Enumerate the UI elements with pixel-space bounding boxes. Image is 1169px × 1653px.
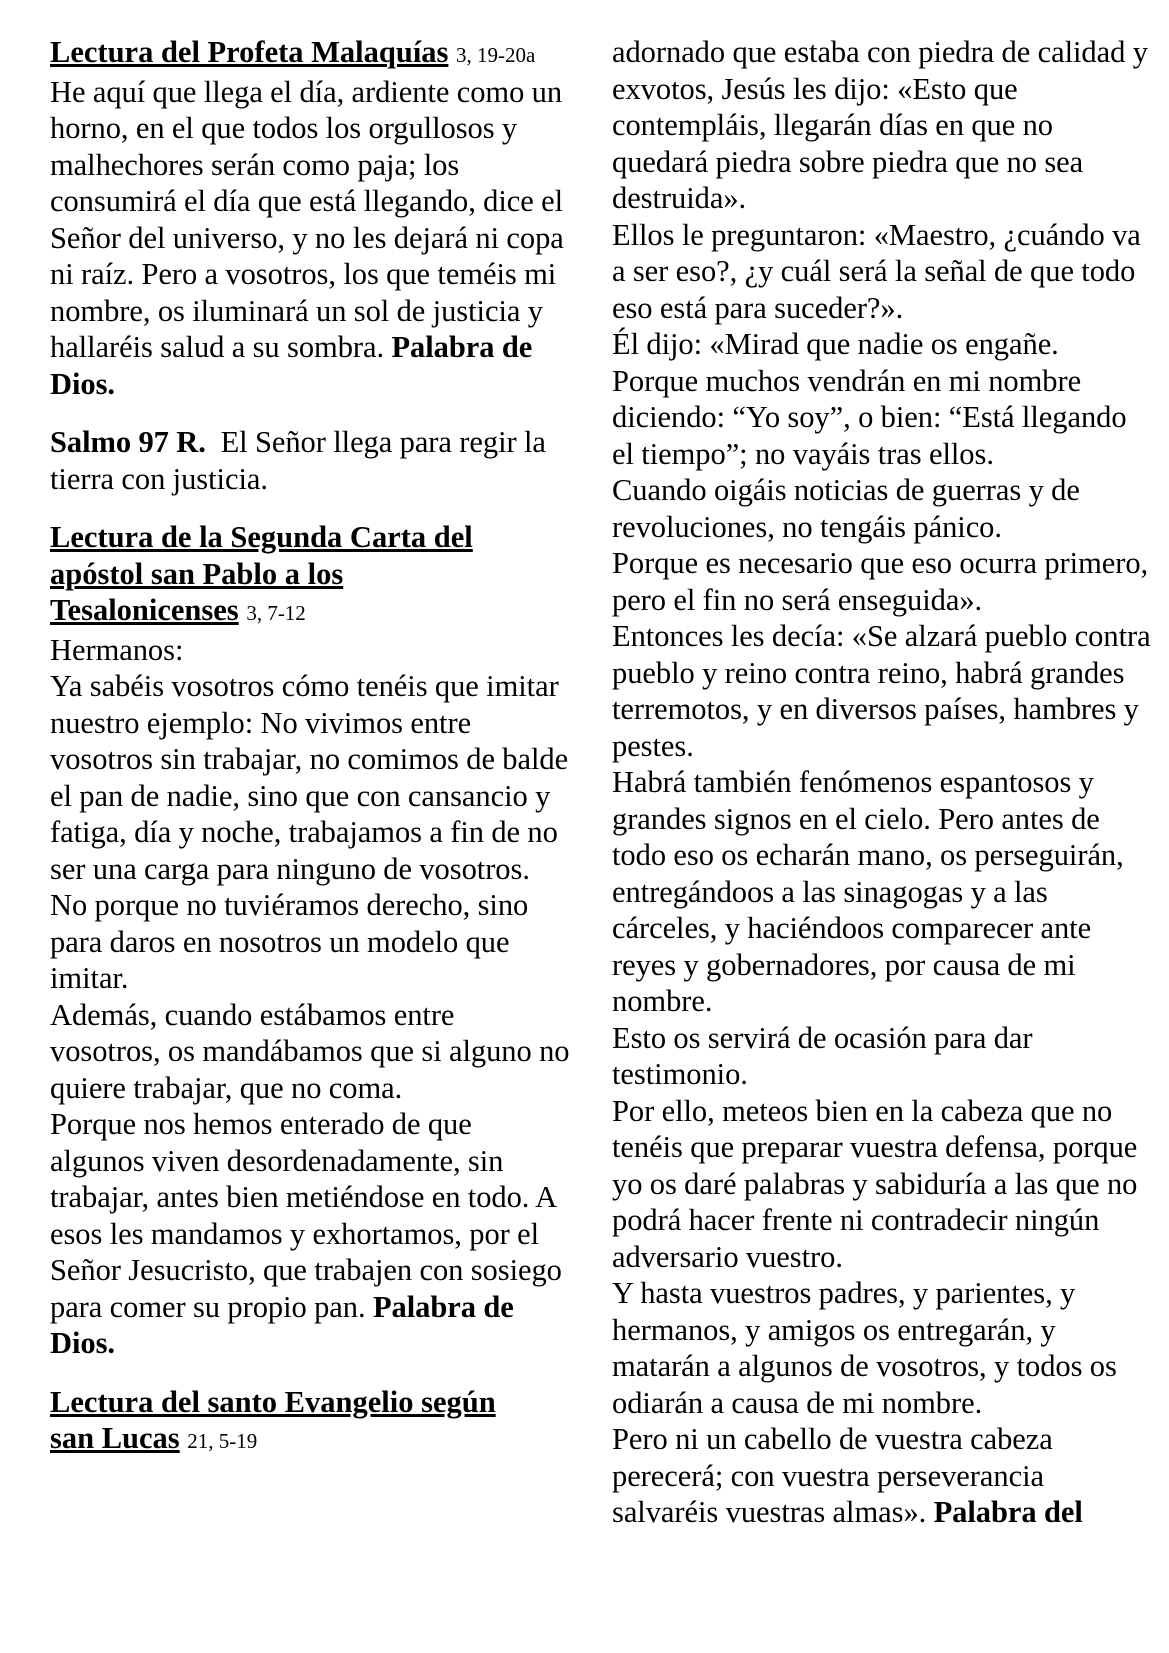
first-reading-closing: Palabra de Dios.	[50, 330, 533, 401]
psalm-block	[50, 424, 570, 497]
gospel-paragraph: Por ello, meteos bien en la cabeza que no tenéis que preparar vuestra defensa, porque yo os daré palabras y sabiduría a las que no podrá hacer frente ni contradecir ningún adversario vuestro.	[612, 1093, 1138, 1274]
first-reading-heading-text: Lectura del Profeta Malaquías	[50, 35, 449, 69]
spacer	[50, 1362, 570, 1384]
second-reading-heading-line-1	[50, 519, 570, 556]
gospel-paragraph: Habrá también fenómenos espantosos y grandes signos en el cielo. Pero antes de todo eso os echarán mano, os perseguirán, entregándoos a las sinagogas y a las cárceles, y haciéndoos comparecer ante reyes y gobernadores, por causa de mi nombre.	[612, 765, 1124, 1018]
second-reading-reference: 3, 7-12	[246, 601, 306, 625]
left-column	[50, 34, 570, 1460]
second-reading-heading-text-3: Tesalonicenses	[50, 593, 239, 627]
gospel-heading-text-1: Lectura del santo Evangelio según	[50, 1384, 496, 1419]
second-reading-salutation: Hermanos:	[50, 632, 184, 667]
gospel-paragraph: Ellos le preguntaron: «Maestro, ¿cuándo va a ser eso?, ¿y cuál será la señal de que todo eso está para suceder?».	[612, 217, 1141, 325]
gospel-paragraph: Y hasta vuestros padres, y parientes, y hermanos, y amigos os entregarán, y matarán a algunos de vosotros, y todos os odiarán a causa de mi nombre.	[612, 1276, 1117, 1420]
right-column	[612, 34, 1152, 1531]
gospel-heading-text-2: san Lucas	[50, 1421, 180, 1455]
second-reading-paragraph: Además, cuando estábamos entre vosotros, os mandábamos que si alguno no quiere trabajar, que no coma.	[50, 997, 570, 1105]
second-reading-heading-text-1: Lectura de la Segunda Carta del	[50, 520, 473, 554]
gospel-paragraph: Cuando oigáis noticias de guerras y de revoluciones, no tengáis pánico.	[612, 473, 1080, 544]
first-reading-body-text: He aquí que llega el día, ardiente como un horno, en el que todos los orgullosos y malhechores serán como paja; los consumirá el día que está llegando, dice el Señor del universo, y no les dejará ni copa ni raíz. Pero a vosotros, los que teméis mi nombre, os iluminará un sol de justicia y hallaréis salud a su sombra.	[50, 74, 564, 364]
second-reading-body-text-4: Porque nos hemos enterado de que algunos viven desordenadamente, sin trabajar, antes bien metiéndose en todo. A esos les mandamos y exhortamos, por el Señor Jesucristo, que trabajen con sosiego para comer su propio pan.	[50, 1107, 562, 1324]
spacer	[50, 402, 570, 424]
gospel-reference: 21, 5-19	[187, 1429, 258, 1453]
second-reading-paragraph: Ya sabéis vosotros cómo tenéis que imitar nuestro ejemplo: No vivimos entre vosotros sin trabajar, no comimos de balde el pan de nadie, sino que con cansancio y fatiga, día y noche, trabajamos a fin de no ser una carga para ninguno de vosotros.	[50, 669, 569, 886]
gospel-paragraph: Él dijo: «Mirad que nadie os engañe. Porque muchos vendrán en mi nombre diciendo: “Yo soy”, o bien: “Está llegando el tiempo”; no vayáis tras ellos.	[612, 327, 1127, 471]
gospel-paragraph: adornado que estaba con piedra de calidad y exvotos, Jesús les dijo: «Esto que contempláis, llegarán días en que no quedará piedra sobre piedra que no sea destruida».	[612, 35, 1148, 215]
gospel-body-text-11: Pero ni un cabello de vuestra cabeza perecerá; con vuestra perseverancia salvaréis vuestras almas».	[612, 1422, 1053, 1529]
second-reading-heading-line-3	[50, 592, 570, 632]
first-reading-heading	[50, 34, 570, 74]
gospel-heading-line-2	[50, 1420, 570, 1460]
psalm-response: El Señor llega para regir la tierra con justicia.	[50, 425, 546, 496]
first-reading-reference: 3, 19-20a	[456, 43, 536, 67]
two-column-layout	[50, 34, 1151, 1653]
first-reading-body	[50, 74, 570, 403]
gospel-heading-line-1	[50, 1384, 570, 1421]
second-reading-paragraph	[50, 1106, 570, 1362]
gospel-paragraph	[612, 1421, 1152, 1531]
gospel-paragraph: Porque es necesario que eso ocurra primero, pero el fin no será enseguida».	[612, 546, 1149, 617]
gospel-paragraph: Entonces les decía: «Se alzará pueblo contra pueblo y reino contra reino, habrá grandes terremotos, y en diversos países, hambres y pestes.	[612, 619, 1151, 763]
spacer	[50, 497, 570, 519]
psalm-heading-text: Salmo 97 R.	[50, 425, 206, 459]
second-reading-paragraph: No porque no tuviéramos derecho, sino para daros en nosotros un modelo que imitar.	[50, 888, 529, 995]
gospel-closing: Palabra del	[933, 1495, 1083, 1529]
second-reading-heading-line-2	[50, 556, 570, 593]
gospel-paragraph: Esto os servirá de ocasión para dar testimonio.	[612, 1020, 1033, 1091]
second-reading-closing: Palabra de Dios.	[50, 1289, 514, 1360]
second-reading-heading-text-2: apóstol san Pablo a los	[50, 556, 344, 591]
